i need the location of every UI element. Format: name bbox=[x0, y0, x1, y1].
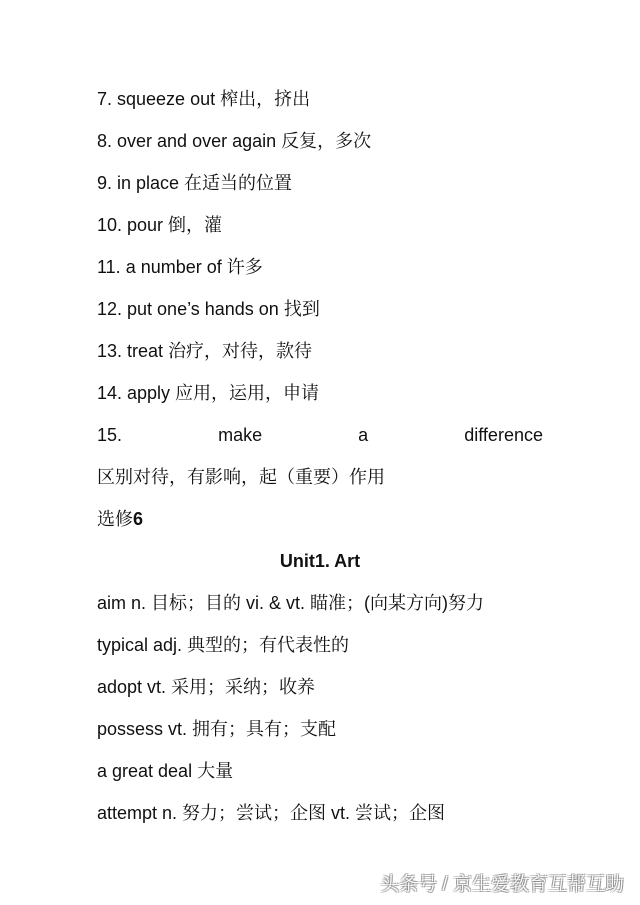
vocab-attempt: attempt n. 努力；尝试；企图 vt. 尝试；企图 bbox=[97, 803, 446, 823]
vocab-possess: possess vt. 拥有；具有；支配 bbox=[97, 719, 337, 739]
item-15-word-a: a bbox=[358, 425, 369, 445]
vocab-item-15-line bbox=[97, 423, 543, 447]
section-heading bbox=[97, 507, 143, 531]
section-number: 6 bbox=[133, 509, 144, 529]
vocab-item-7: 7. squeeze out 榨出，挤出 bbox=[97, 89, 311, 109]
vocab-item-8: 8. over and over again 反复，多次 bbox=[97, 131, 372, 151]
vocab-typical: typical adj. 典型的；有代表性的 bbox=[97, 635, 350, 655]
vocab-item-11: 11. a number of 许多 bbox=[97, 257, 263, 277]
vocab-item-14: 14. apply 应用，运用，申请 bbox=[97, 383, 320, 403]
vocab-item-9: 9. in place 在适当的位置 bbox=[97, 173, 293, 193]
section-prefix: 选修 bbox=[97, 509, 133, 529]
vocab-item-13: 13. treat 治疗，对待，款待 bbox=[97, 341, 313, 361]
vocab-a-great-deal: a great deal 大量 bbox=[97, 761, 234, 781]
item-15-word-make: make bbox=[218, 425, 263, 445]
vocab-item-15-meaning: 区别对待，有影响，起（重要）作用 bbox=[97, 467, 385, 487]
vocab-item-10: 10. pour 倒，灌 bbox=[97, 215, 223, 235]
unit-title: Unit1. Art bbox=[279, 551, 361, 571]
vocab-item-12: 12. put one’s hands on 找到 bbox=[97, 299, 320, 319]
watermark: 头条号 / 京生爱教育互帮互助 bbox=[380, 874, 624, 895]
item-15-number: 15. bbox=[97, 425, 123, 445]
item-15-word-difference: difference bbox=[464, 425, 543, 445]
vocab-adopt: adopt vt. 采用；采纳；收养 bbox=[97, 677, 316, 697]
vocab-aim: aim n. 目标；目的 vi. & vt. 瞄准；(向某方向)努力 bbox=[97, 593, 485, 613]
